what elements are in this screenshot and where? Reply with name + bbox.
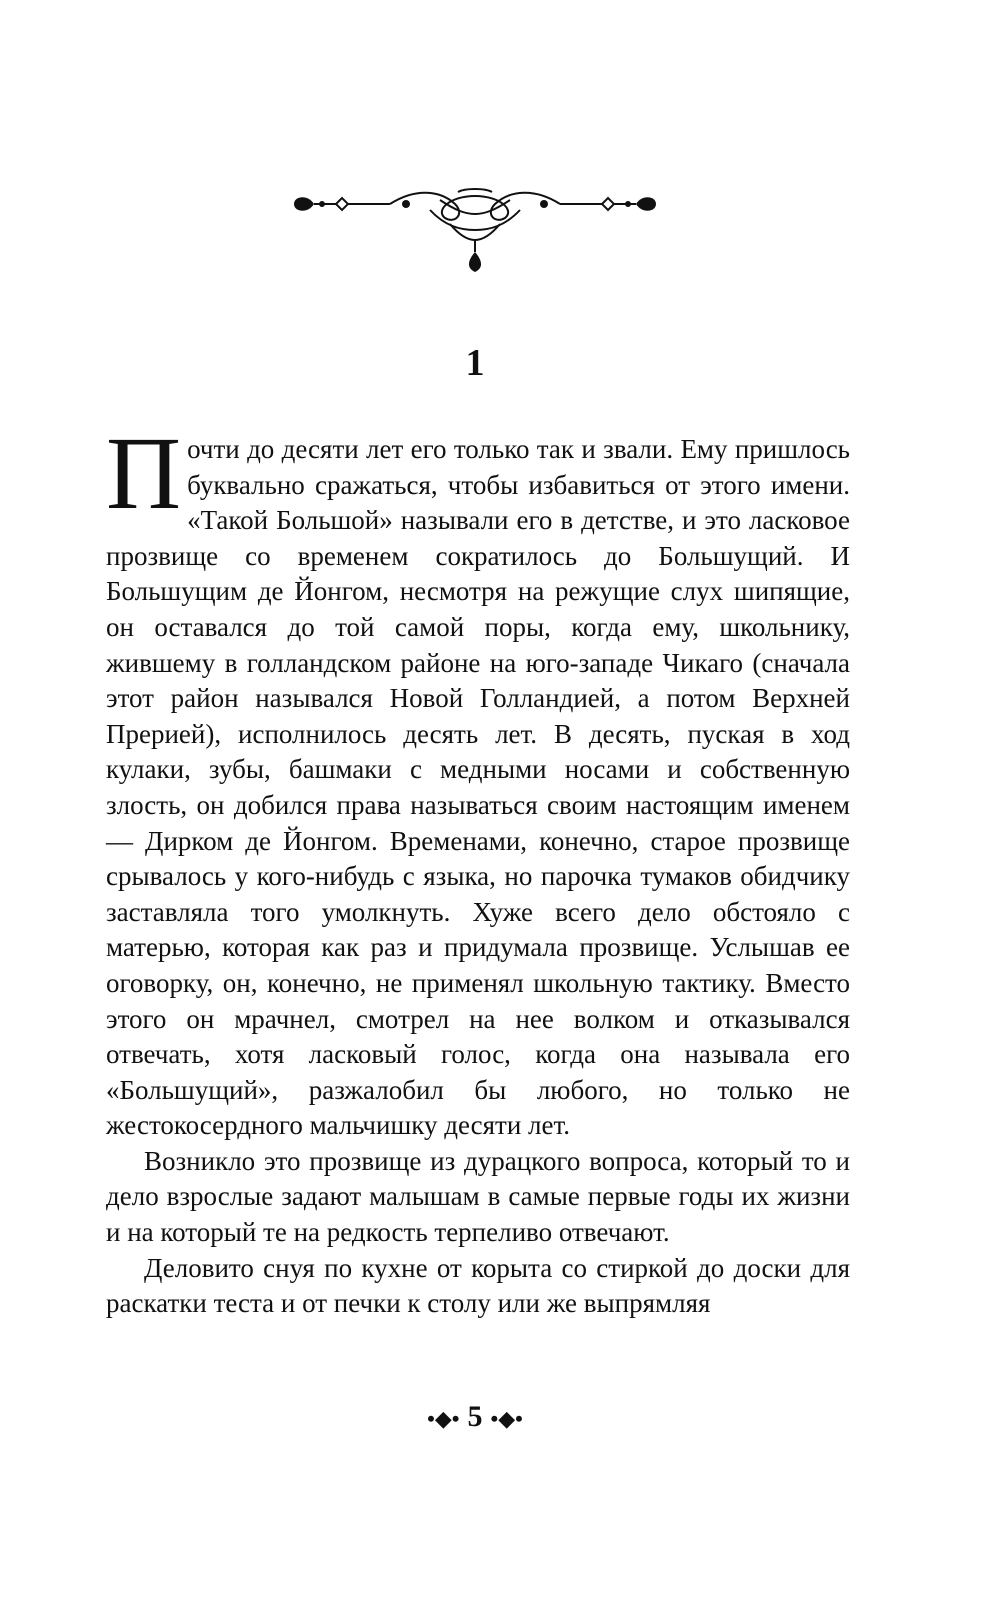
body-text xyxy=(106,416,850,1322)
paragraph xyxy=(106,416,850,1144)
paragraph-text: очти до десяти лет его только так и звали. Ему пришлось буквально сражаться, чтобы избавиться от этого имени. «Такой Большой» называли его в детстве, и это ласковое прозвище со временем сократилось до Большущий. И Большущим де Йонгом, несмотря на режущие слух шипящие, он оставался до той самой поры, когда ему, школьнику, жившему в голландском районе на юго-западе Чикаго (сначала этот район назывался Новой Голландией, а потом Верхней Прерией), исполнилось десять лет. В десять, пуская в ход кулаки, зубы, башмаки с медными носами и собственную злость, он добился права называться своим настоящим именем — Дирком де Йонгом. Временами, конечно, старое прозвище срывалось у кого-нибудь с языка, но парочка тумаков обидчику заставляла того умолкнуть. Хуже всего дело обстояло с матерью, которая как раз и придумала прозвище. Услышав ее оговорку, он, конечно, не применял школьную тактику. Вместо этого он мрачнел, смотрел на нее волком и отказывался отвечать, хотя ласковый голос, когда она называла его «Большущий», разжалобил бы любого, но только не жестокосердного мальчишку десяти лет. xyxy=(106,434,850,1141)
page-number: 5 xyxy=(467,1400,483,1433)
page-folio xyxy=(0,1402,950,1432)
folio-left-ornament: •◆• xyxy=(427,1406,460,1432)
paragraph: Деловито снуя по кухне от корыта со стиркой до доски для раскатки теста и от печки к столу или же выпрямляя xyxy=(106,1252,850,1319)
paragraph: Возникло это прозвище из дурацкого вопроса, который то и дело взрослые задают малышам в самые первые годы их жизни и на который те на редкость терпеливо отвечают. xyxy=(106,1145,850,1248)
decorative-flourish-ornament xyxy=(280,180,670,290)
chapter-number: 1 xyxy=(465,342,485,384)
drop-cap: П xyxy=(106,416,182,531)
folio-right-ornament: •◆• xyxy=(490,1406,523,1432)
